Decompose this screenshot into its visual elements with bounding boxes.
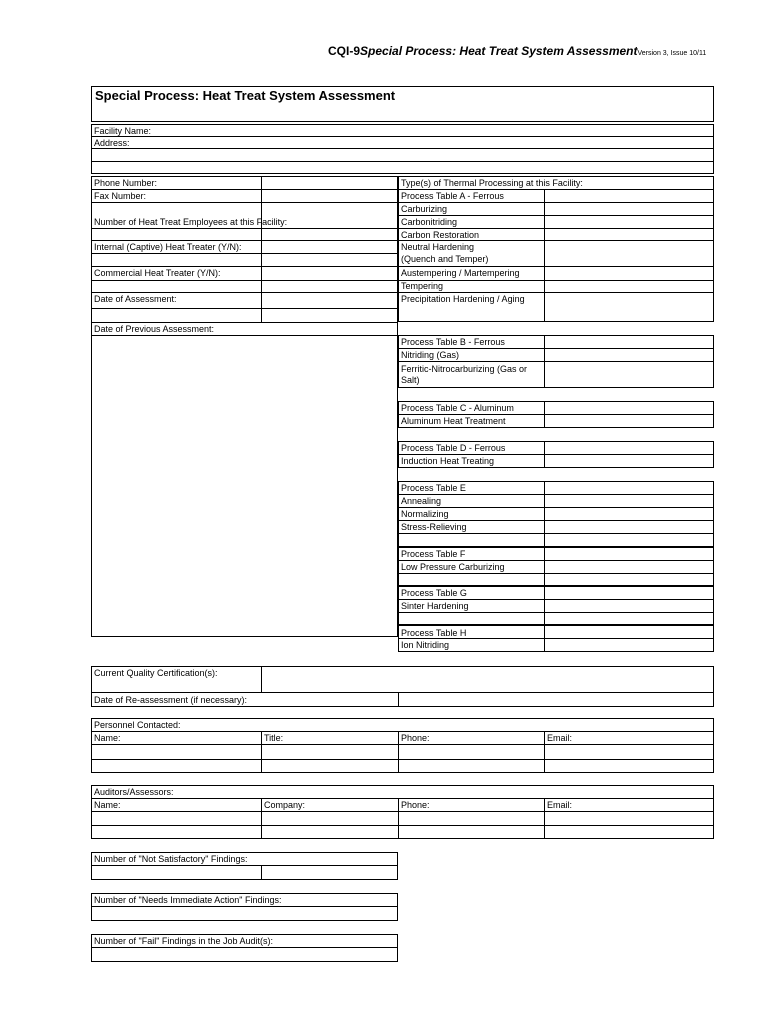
stress-relieving-label: Stress-Relieving	[401, 522, 467, 532]
personnel-table	[91, 718, 714, 773]
auditors-company-header: Company:	[264, 800, 306, 810]
date-previous-label: Date of Previous Assessment:	[94, 324, 215, 334]
auditors-phone-header: Phone:	[401, 800, 430, 810]
types-header: Type(s) of Thermal Processing at this Facility:	[401, 178, 583, 188]
header-title: Special Process: Heat Treat System Assessment	[360, 44, 638, 58]
aluminum-label: Aluminum Heat Treatment	[401, 416, 506, 426]
table-g-title: Process Table G	[401, 588, 467, 598]
auditors-title: Auditors/Assessors:	[94, 787, 174, 797]
table-d-title: Process Table D - Ferrous	[401, 443, 506, 453]
form-title: Special Process: Heat Treat System Assessment	[95, 88, 396, 103]
annealing-label: Annealing	[401, 496, 442, 506]
induction-label: Induction Heat Treating	[401, 456, 495, 466]
facility-block	[91, 124, 714, 174]
internal-label: Internal (Captive) Heat Treater (Y/N):	[94, 242, 242, 252]
table-e-title: Process Table E	[401, 483, 466, 493]
auditors-email-header: Email:	[547, 800, 573, 810]
neutral-hardening-label: Neutral Hardening	[401, 242, 475, 252]
normalizing-label: Normalizing	[401, 509, 449, 519]
sinter-hardening-label: Sinter Hardening	[401, 601, 469, 611]
carburizing-label: Carburizing	[401, 204, 448, 214]
ferritic-label: Ferritic-Nitrocarburizing (Gas or	[401, 364, 528, 374]
fax-label: Fax Number:	[94, 191, 147, 201]
personnel-title-header: Title:	[264, 733, 284, 743]
personnel-email-header: Email:	[547, 733, 573, 743]
address-label: Address:	[94, 138, 130, 148]
header-version: Version 3, Issue 10/11	[637, 50, 707, 57]
commercial-label: Commercial Heat Treater (Y/N):	[94, 268, 221, 278]
employees-label: Number of Heat Treat Employees at this Facility:	[94, 217, 288, 227]
tempering-label: Tempering	[401, 281, 444, 291]
fail-findings-label: Number of "Fail" Findings in the Job Audit(s):	[94, 936, 273, 946]
quench-temper-label: (Quench and Temper)	[401, 254, 489, 264]
table-a-title: Process Table A - Ferrous	[401, 191, 504, 201]
precipitation-label: Precipitation Hardening / Aging	[401, 294, 525, 304]
carbonitriding-label: Carbonitriding	[401, 217, 458, 227]
ion-nitriding-label: Ion Nitriding	[401, 640, 450, 650]
certification-label: Current Quality Certification(s):	[94, 668, 218, 678]
auditors-name-header: Name:	[94, 800, 121, 810]
austempering-label: Austempering / Martempering	[401, 268, 520, 278]
personnel-phone-header: Phone:	[401, 733, 430, 743]
table-b-title: Process Table B - Ferrous	[401, 337, 505, 347]
immediate-action-label: Number of "Needs Immediate Action" Findings:	[94, 895, 282, 905]
salt-label: Salt)	[401, 375, 420, 385]
facility-name-label: Facility Name:	[94, 126, 152, 136]
personnel-name-header: Name:	[94, 733, 121, 743]
reassessment-label: Date of Re-assessment (if necessary):	[94, 695, 248, 705]
date-assessment-label: Date of Assessment:	[94, 294, 177, 304]
low-pressure-label: Low Pressure Carburizing	[401, 562, 505, 572]
header-prefix: CQI-9	[328, 44, 361, 58]
not-satisfactory-label: Number of "Not Satisfactory" Findings:	[94, 854, 248, 864]
table-c-title: Process Table C - Aluminum	[401, 403, 514, 413]
page-header	[328, 44, 706, 58]
phone-label: Phone Number:	[94, 178, 158, 188]
carbon-restoration-label: Carbon Restoration	[401, 230, 480, 240]
table-h-title: Process Table H	[401, 628, 467, 638]
table-f-title: Process Table F	[401, 549, 466, 559]
personnel-title: Personnel Contacted:	[94, 720, 181, 730]
auditors-table	[91, 785, 714, 839]
nitriding-label: Nitriding (Gas)	[401, 350, 460, 360]
